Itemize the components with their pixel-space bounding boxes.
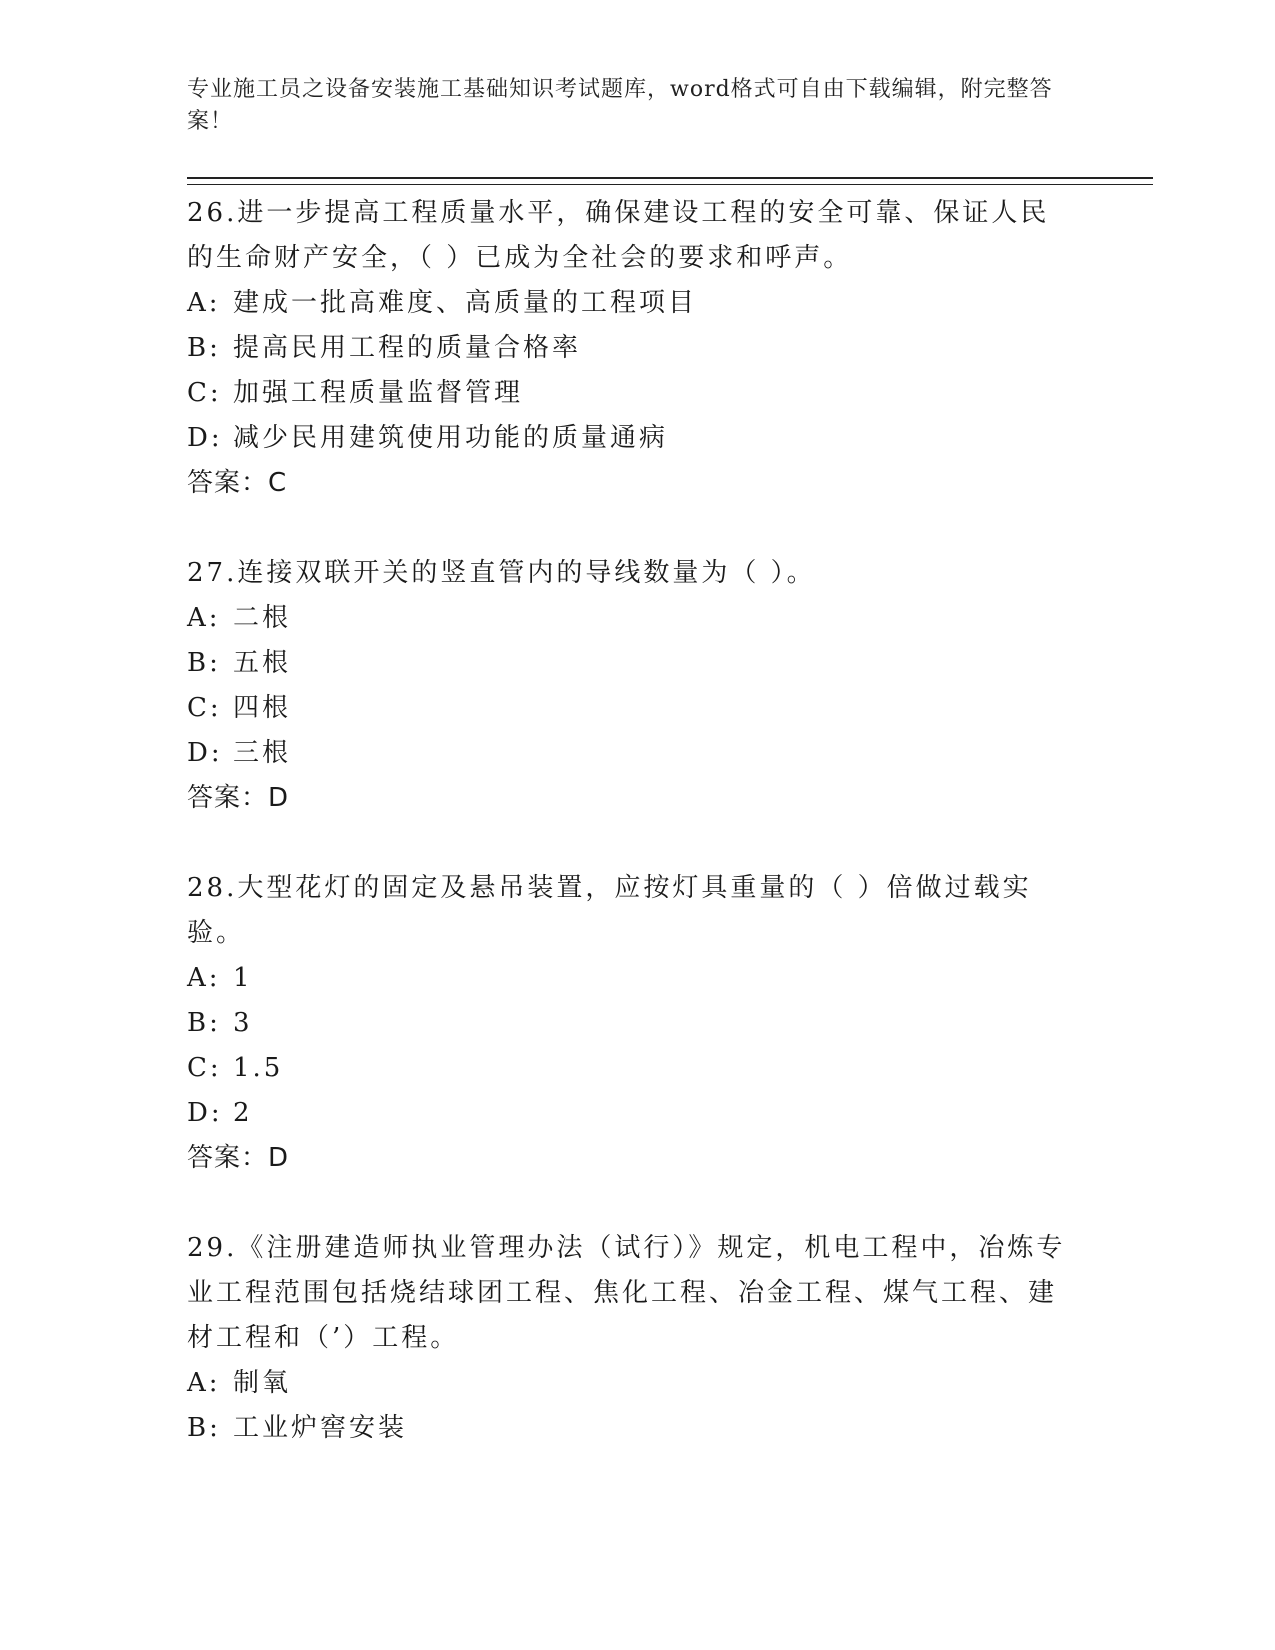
option-text: 制氧 xyxy=(233,1368,292,1398)
option-text: 建成一批高难度、高质量的工程项目 xyxy=(233,288,698,318)
option-letter: B: xyxy=(187,333,221,363)
option-b xyxy=(187,326,1077,371)
answer-line: 答案：D xyxy=(187,783,290,813)
option-a xyxy=(187,1361,1077,1406)
question-stem: 26.进一步提高工程质量水平，确保建设工程的安全可靠、保证人民的生命财产安全，（ ）已成为全社会的要求和呼声。 xyxy=(187,198,1050,273)
option-c xyxy=(187,686,1077,731)
option-text: 工业炉窖安装 xyxy=(233,1413,408,1443)
question-29 xyxy=(187,1226,1077,1451)
option-letter: C: xyxy=(187,1053,222,1083)
option-text: 1.5 xyxy=(233,1053,284,1083)
option-letter: A: xyxy=(187,1368,221,1398)
option-letter: A: xyxy=(187,963,221,993)
question-stem: 27.连接双联开关的竖直管内的导线数量为（ ）。 xyxy=(187,558,816,588)
question-28 xyxy=(187,866,1077,1181)
option-letter: B: xyxy=(187,648,221,678)
option-d xyxy=(187,1091,1077,1136)
option-c xyxy=(187,371,1077,416)
option-text: 三根 xyxy=(233,738,292,768)
header-divider-thin xyxy=(187,184,1153,185)
option-b xyxy=(187,1406,1077,1451)
option-letter: D: xyxy=(187,423,223,453)
option-text: 四根 xyxy=(233,693,292,723)
question-stem: 29.《注册建造师执业管理办法（试行）》规定，机电工程中，冶炼专业工程范围包括烧结球团工程、焦化工程、冶金工程、煤气工程、建材工程和（’）工程。 xyxy=(187,1233,1066,1353)
option-d xyxy=(187,731,1077,776)
option-text: 2 xyxy=(233,1098,253,1128)
option-a xyxy=(187,281,1077,326)
header-divider-thick xyxy=(187,177,1153,179)
option-c xyxy=(187,1046,1077,1091)
option-letter: C: xyxy=(187,378,222,408)
question-stem: 28.大型花灯的固定及悬吊装置，应按灯具重量的（ ）倍做过载实验。 xyxy=(187,873,1032,948)
option-a xyxy=(187,596,1077,641)
option-letter: D: xyxy=(187,738,223,768)
option-letter: A: xyxy=(187,288,221,318)
option-b xyxy=(187,1001,1077,1046)
answer-line: 答案：D xyxy=(187,1143,290,1173)
option-letter: B: xyxy=(187,1413,221,1443)
option-text: 1 xyxy=(233,963,253,993)
option-d xyxy=(187,416,1077,461)
option-text: 五根 xyxy=(233,648,292,678)
option-text: 减少民用建筑使用功能的质量通病 xyxy=(233,423,669,453)
option-letter: A: xyxy=(187,603,221,633)
question-27 xyxy=(187,551,1077,821)
option-a xyxy=(187,956,1077,1001)
option-text: 提高民用工程的质量合格率 xyxy=(233,333,582,363)
option-text: 二根 xyxy=(233,603,292,633)
option-letter: B: xyxy=(187,1008,221,1038)
option-letter: D: xyxy=(187,1098,223,1128)
option-letter: C: xyxy=(187,693,222,723)
option-b xyxy=(187,641,1077,686)
question-26 xyxy=(187,191,1077,506)
document-header: 专业施工员之设备安装施工基础知识考试题库，word格式可自由下载编辑，附完整答案！ xyxy=(187,77,1053,134)
option-text: 3 xyxy=(233,1008,253,1038)
question-list xyxy=(187,191,1077,1496)
answer-line: 答案：C xyxy=(187,468,288,498)
option-text: 加强工程质量监督管理 xyxy=(233,378,524,408)
